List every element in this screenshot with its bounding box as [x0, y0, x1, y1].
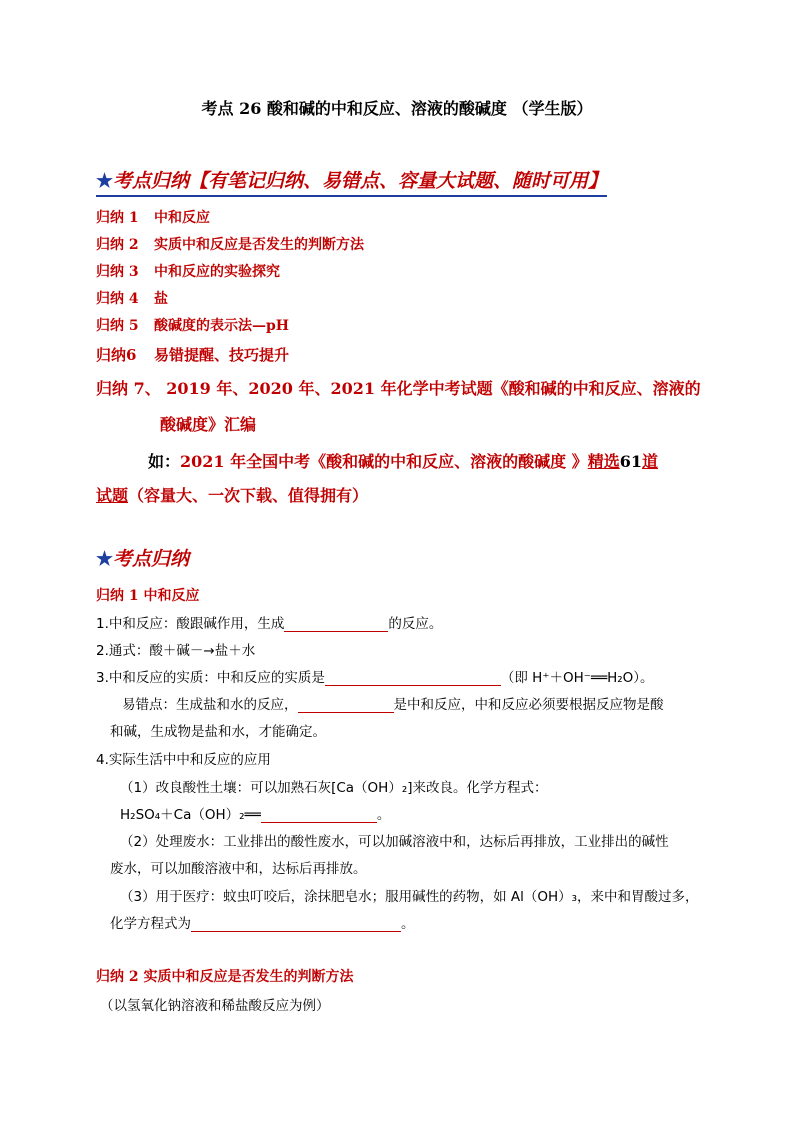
toc-num: 归纳6	[96, 346, 137, 364]
item-4: 4.实际生活中中和反应的应用	[96, 752, 271, 768]
item-3-text: 3.中和反应的实质：中和反应的实质是	[96, 670, 325, 686]
download-note-line2	[96, 483, 368, 506]
pitfall-rest: 是中和反应，中和反应必须要根据反应物是酸	[393, 697, 664, 713]
item-2: 2.通式：酸＋碱－→盐＋水	[96, 643, 256, 659]
item-1-end: 的反应。	[388, 616, 443, 632]
equation-end: 。	[376, 807, 391, 823]
answer-blank[interactable]	[261, 808, 377, 823]
summary-banner	[96, 166, 607, 197]
equation-text: H₂SO₄＋Ca（OH）₂══	[120, 807, 261, 823]
note-line2-rest: （容量大、一次下载、值得拥有）	[128, 486, 369, 505]
toc-num: 归纳 2	[96, 237, 139, 253]
toc-item-3	[96, 261, 280, 281]
answer-blank[interactable]	[325, 671, 501, 686]
toc-item-6	[96, 344, 289, 365]
application-3-line2	[110, 912, 415, 932]
item-3-end: （即 H⁺＋OH⁻══H₂O）。	[500, 670, 654, 686]
toc-text: 酸碱度的表示法—pH	[154, 318, 290, 334]
section-heading-text: 考点归纳	[113, 548, 190, 570]
item-1	[96, 612, 442, 632]
toc-num: 归纳 1	[96, 210, 139, 226]
toc-num: 归纳 5	[96, 318, 139, 334]
answer-blank[interactable]	[298, 698, 394, 713]
toc-item-7-line1: 归纳 7、 2019 年、2020 年、2021 年化学中考试题《酸和碱的中和反应、溶液的	[96, 379, 701, 398]
pitfall-line1	[122, 693, 664, 713]
toc-item-1	[96, 207, 210, 227]
toc-text: 中和反应的实验探究	[154, 264, 280, 280]
pitfall-text: 易错点：生成盐和水的反应，	[122, 697, 298, 713]
note-link-shiti[interactable]: 试题	[96, 486, 129, 505]
toc-text: 中和反应	[154, 210, 210, 226]
application-1-equation	[120, 803, 390, 823]
toc-item-2	[96, 234, 364, 254]
subheading-1: 归纳 1 中和反应	[96, 588, 200, 604]
equation-text: 化学方程式为	[110, 916, 191, 932]
subheading-2: 归纳 2 实质中和反应是否发生的判断方法	[96, 969, 354, 985]
toc-text: 盐	[154, 291, 168, 307]
note-count: 61	[619, 452, 642, 471]
equation-end: 。	[401, 916, 415, 932]
note-prefix: 如：	[148, 452, 181, 471]
toc-item-7-line2: 酸碱度》汇编	[160, 415, 257, 434]
toc-item-5	[96, 315, 289, 335]
answer-blank[interactable]	[284, 617, 388, 632]
toc-text: 实质中和反应是否发生的判断方法	[154, 237, 364, 253]
note-link-dao[interactable]: 道	[641, 452, 658, 471]
section-heading	[96, 544, 189, 571]
star-icon: ★	[96, 170, 114, 192]
subheading-2-note: （以氢氧化钠溶液和稀盐酸反应为例）	[100, 998, 330, 1014]
toc-num: 归纳 4	[96, 291, 139, 307]
answer-blank[interactable]	[191, 917, 401, 932]
note-link-jingxuan[interactable]: 精选	[587, 452, 620, 471]
application-2: （2）处理废水：工业排出的酸性废水，可以加碱溶液中和，达标后再排放，工业排出的碱性	[120, 834, 669, 850]
toc-num: 归纳 3	[96, 264, 139, 280]
application-2-line2: 废水，可以加酸溶液中和，达标后再排放。	[110, 861, 367, 877]
note-main: 2021 年全国中考《酸和碱的中和反应、溶液的酸碱度 》	[180, 452, 588, 471]
banner-text: 考点归纳【有笔记归纳、易错点、容量大试题、随时可用】	[113, 170, 608, 192]
page-title: 考点 26 酸和碱的中和反应、溶液的酸碱度 （学生版）	[201, 99, 593, 118]
toc-text: 易错提醒、技巧提升	[154, 346, 290, 364]
toc-item-4	[96, 288, 168, 308]
item-1-text: 1.中和反应：酸跟碱作用，生成	[96, 616, 285, 632]
star-icon: ★	[96, 548, 114, 570]
pitfall-line2: 和碱，生成物是盐和水，才能确定。	[110, 724, 326, 740]
item-3	[96, 666, 654, 686]
download-note	[148, 449, 658, 472]
application-3: （3）用于医疗：蚊虫叮咬后，涂抹肥皂水；服用碱性的药物，如 Al（OH）₃，来中和胃酸过多，	[120, 889, 699, 905]
application-1: （1）改良酸性土壤：可以加熟石灰[Ca（OH）₂]来改良。化学方程式：	[120, 780, 548, 796]
